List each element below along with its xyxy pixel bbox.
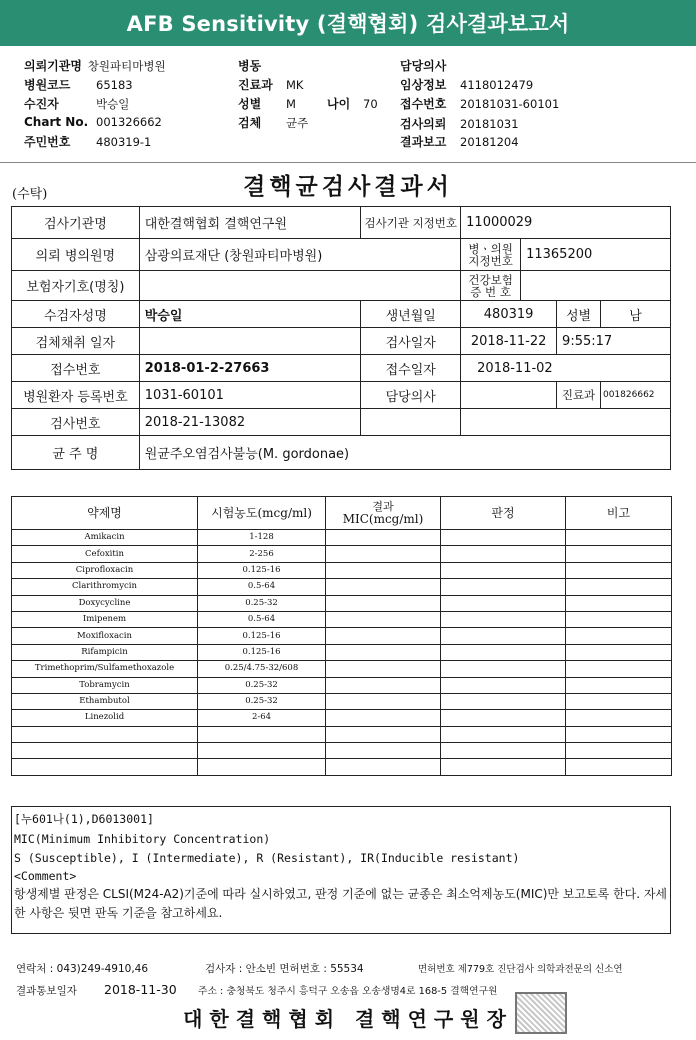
test-date-value: 2018-11-22 — [461, 328, 557, 355]
drug-result-cell — [326, 546, 441, 562]
lab-name-value: 대한결핵협회 결핵연구원 — [139, 207, 361, 239]
insurance-value — [139, 271, 460, 301]
header-resident-no: 주민번호 480319-1 — [24, 135, 152, 149]
comment-body: 항생제별 판정은 CLSI(M24-A2)기준에 따라 실시하였고, 판정 기준에 없는 균종은 최소억제농도(MIC)만 보고토록 한다. 자세한 사항은 뒷면 판독 기준을 참고하세요. — [14, 887, 668, 920]
header-doctor: 담당의사 — [400, 59, 447, 73]
drug-result-cell — [326, 611, 441, 627]
health-card-value — [521, 271, 671, 301]
drug-result-cell — [326, 579, 441, 595]
footer-examiner: 검사자 : 안소빈 면허번호 : 55534 — [205, 963, 364, 975]
lab-code-label: 검사기관 지정번호 — [361, 207, 461, 239]
drug-drug-cell: Moxifloxacin — [12, 628, 198, 644]
drug-row — [12, 546, 672, 562]
registration-no-label: 병원환자 등록번호 — [12, 382, 140, 409]
drug-conc-cell: 0.25-32 — [198, 595, 326, 611]
drug-drug-cell: Imipenem — [12, 611, 198, 627]
drug-row — [12, 628, 672, 644]
drug-remark-cell — [566, 628, 672, 644]
receipt-date-value: 2018-11-02 — [461, 355, 671, 382]
drug-judgement-cell — [441, 710, 566, 726]
drug-drug-cell: Trimethoprim/Sulfamethoxazole — [12, 661, 198, 677]
drug-remark-cell — [566, 530, 672, 546]
drug-header: 약제명 — [12, 497, 198, 530]
drug-result-cell — [326, 595, 441, 611]
header-hospital-code: 병원코드 65183 — [24, 78, 133, 92]
test-time-value: 9:55:17 — [557, 328, 671, 355]
drug-conc-cell: 2-256 — [198, 546, 326, 562]
comment-label: <Comment> — [14, 869, 77, 883]
drug-judgement-cell — [441, 661, 566, 677]
footer-address: 주소 : 충청북도 청주시 흥덕구 오송읍 오송생명4로 168-5 결핵연구원 — [198, 986, 498, 997]
empty-cell — [361, 409, 461, 436]
document-title: 결핵균검사결과서 — [243, 173, 453, 200]
birth-date-label: 생년월일 — [361, 301, 461, 328]
drug-row — [12, 530, 672, 546]
drug-row — [12, 579, 672, 595]
drug-remark-cell — [566, 611, 672, 627]
drug-drug-cell: Linezolid — [12, 710, 198, 726]
registration-no-value: 1031-60101 — [139, 382, 361, 409]
drug-judgement-cell — [441, 562, 566, 578]
drug-remark-cell — [566, 693, 672, 709]
drug-drug-cell: Tobramycin — [12, 677, 198, 693]
footer-contact: 연락처 : 043)249-4910,46 — [16, 963, 149, 975]
comment-legend: S (Susceptible), I (Intermediate), R (Resistant), IR(Inducible resistant) — [14, 850, 520, 865]
susceptibility-table — [11, 496, 672, 776]
footer-report-date-value: 2018-11-30 — [104, 982, 177, 997]
dept-label: 진료과 — [557, 382, 601, 409]
footer-institution: 대한결핵협회 결핵연구원장 — [183, 1007, 513, 1031]
drug-row — [12, 595, 672, 611]
drug-conc-cell: 0.25-32 — [198, 677, 326, 693]
req-hospital-label: 의뢰 병의원명 — [12, 239, 140, 271]
drug-judgement-cell — [441, 628, 566, 644]
drug-drug-cell: Ciprofloxacin — [12, 562, 198, 578]
drug-remark-cell — [566, 661, 672, 677]
lab-code-value: 11000029 — [461, 207, 671, 239]
doctor-value — [461, 382, 557, 409]
insurance-label: 보험자기호(명칭) — [12, 271, 140, 301]
header-divider — [0, 162, 696, 163]
drug-remark-cell — [566, 759, 672, 775]
drug-judgement-cell — [441, 611, 566, 627]
footer-report-date-label: 결과통보일자 — [16, 985, 77, 997]
header-institution: 의뢰기관명 창원파티마병원 — [24, 59, 166, 73]
drug-drug-cell: Doxycycline — [12, 595, 198, 611]
sex-label: 성별 — [557, 301, 601, 328]
drug-remark-cell — [566, 546, 672, 562]
header-report: 결과보고 20181204 — [400, 135, 519, 149]
drug-judgement-cell — [441, 693, 566, 709]
comment-code: [누601나(1),D6013001] — [14, 812, 154, 826]
birth-date-value: 480319 — [461, 301, 557, 328]
header-age: 나이 70 — [327, 97, 378, 111]
drug-remark-cell — [566, 743, 672, 759]
drug-conc-cell: 0.25-32 — [198, 693, 326, 709]
drug-result-cell — [326, 661, 441, 677]
drug-row — [12, 661, 672, 677]
collection-date-label: 검체채취 일자 — [12, 328, 140, 355]
drug-conc-cell: 1-128 — [198, 530, 326, 546]
drug-conc-cell: 0.5-64 — [198, 579, 326, 595]
doctor-label: 담당의사 — [361, 382, 461, 409]
drug-row — [12, 644, 672, 660]
drug-result-cell — [326, 693, 441, 709]
test-no-label: 검사번호 — [12, 409, 140, 436]
drug-row — [12, 693, 672, 709]
receipt-date-label: 접수일자 — [361, 355, 461, 382]
drug-row — [12, 710, 672, 726]
drug-conc-cell: 0.125-16 — [198, 562, 326, 578]
drug-drug-cell: Clarithromycin — [12, 579, 198, 595]
drug-result-cell — [326, 644, 441, 660]
drug-conc-cell: 0.125-16 — [198, 644, 326, 660]
drug-drug-cell: Amikacin — [12, 530, 198, 546]
drug-drug-cell — [12, 759, 198, 775]
drug-row — [12, 611, 672, 627]
drug-row — [12, 562, 672, 578]
concentration-header: 시험농도(mcg/ml) — [198, 497, 326, 530]
drug-conc-cell: 2-64 — [198, 710, 326, 726]
banner-title: AFB Sensitivity (결핵협회) 검사결과보고서 — [126, 12, 570, 36]
judgement-header: 판정 — [441, 497, 566, 530]
drug-row — [12, 677, 672, 693]
health-card-label: 건강보험 증 번 호 — [461, 271, 521, 301]
header-request: 검사의뢰 20181031 — [400, 117, 519, 131]
dept-value: 001826662 — [600, 382, 670, 409]
drug-row — [12, 743, 672, 759]
drug-drug-cell: Cefoxitin — [12, 546, 198, 562]
drug-result-cell — [326, 743, 441, 759]
drug-judgement-cell — [441, 579, 566, 595]
empty-cell — [461, 409, 671, 436]
drug-conc-cell — [198, 759, 326, 775]
drug-conc-cell: 0.25/4.75-32/608 — [198, 661, 326, 677]
drug-drug-cell — [12, 726, 198, 742]
header-dept: 진료과 MK — [238, 78, 304, 92]
drug-remark-cell — [566, 579, 672, 595]
drug-judgement-cell — [441, 759, 566, 775]
comment-box — [11, 806, 671, 934]
receipt-no-value: 2018-01-2-27663 — [139, 355, 361, 382]
drug-remark-cell — [566, 710, 672, 726]
hosp-code-label: 병ㆍ의원 지정번호 — [461, 239, 521, 271]
header-chart-no: Chart No. 001326662 — [24, 115, 162, 129]
drug-result-cell — [326, 677, 441, 693]
collection-date-value — [139, 328, 361, 355]
drug-conc-cell — [198, 726, 326, 742]
remark-header: 비고 — [566, 497, 672, 530]
drug-result-cell — [326, 628, 441, 644]
drug-result-cell — [326, 726, 441, 742]
drug-judgement-cell — [441, 726, 566, 742]
drug-judgement-cell — [441, 677, 566, 693]
drug-judgement-cell — [441, 595, 566, 611]
drug-result-cell — [326, 530, 441, 546]
result-header: 결과 MIC(mcg/ml) — [326, 497, 441, 530]
species-value: 원균주오염검사불능(M. gordonae) — [139, 436, 670, 470]
drug-drug-cell: Ethambutol — [12, 693, 198, 709]
drug-judgement-cell — [441, 743, 566, 759]
header-receipt: 접수번호 20181031-60101 — [400, 97, 560, 111]
drug-remark-cell — [566, 595, 672, 611]
drug-conc-cell: 0.125-16 — [198, 628, 326, 644]
drug-remark-cell — [566, 726, 672, 742]
drug-conc-cell: 0.5-64 — [198, 611, 326, 627]
drug-drug-cell — [12, 743, 198, 759]
header-clinical: 임상정보 4118012479 — [400, 78, 534, 92]
header-sex: 성별 M — [238, 97, 296, 111]
test-date-label: 검사일자 — [361, 328, 461, 355]
footer-license: 면허번호 제779호 진단검사 의학과전문의 신소연 — [418, 964, 623, 975]
drug-row — [12, 759, 672, 775]
hosp-code-value: 11365200 — [521, 239, 671, 271]
drug-judgement-cell — [441, 644, 566, 660]
patient-name-label: 수검자성명 — [12, 301, 140, 328]
drug-remark-cell — [566, 677, 672, 693]
sex-value: 남 — [600, 301, 670, 328]
header-specimen: 검체 균주 — [238, 116, 309, 130]
lab-name-label: 검사기관명 — [12, 207, 140, 239]
header-ward: 병동 — [238, 59, 262, 73]
sutak-label: (수탁) — [12, 187, 48, 202]
drug-result-cell — [326, 710, 441, 726]
drug-remark-cell — [566, 644, 672, 660]
comment-mic: MIC(Minimum Inhibitory Concentration) — [14, 831, 271, 846]
header-collector: 수진자 박승일 — [24, 97, 130, 111]
req-hospital-value: 삼광의료재단 (창원파티마병원) — [139, 239, 460, 271]
drug-result-cell — [326, 759, 441, 775]
drug-remark-cell — [566, 562, 672, 578]
drug-judgement-cell — [441, 530, 566, 546]
species-label: 균 주 명 — [12, 436, 140, 470]
report-banner — [0, 0, 696, 46]
drug-result-cell — [326, 562, 441, 578]
patient-info-table — [11, 206, 671, 470]
test-no-value: 2018-21-13082 — [139, 409, 361, 436]
patient-name-value: 박승일 — [139, 301, 361, 328]
drug-judgement-cell — [441, 546, 566, 562]
drug-row — [12, 726, 672, 742]
receipt-no-label: 접수번호 — [12, 355, 140, 382]
drug-drug-cell: Rifampicin — [12, 644, 198, 660]
drug-conc-cell — [198, 743, 326, 759]
